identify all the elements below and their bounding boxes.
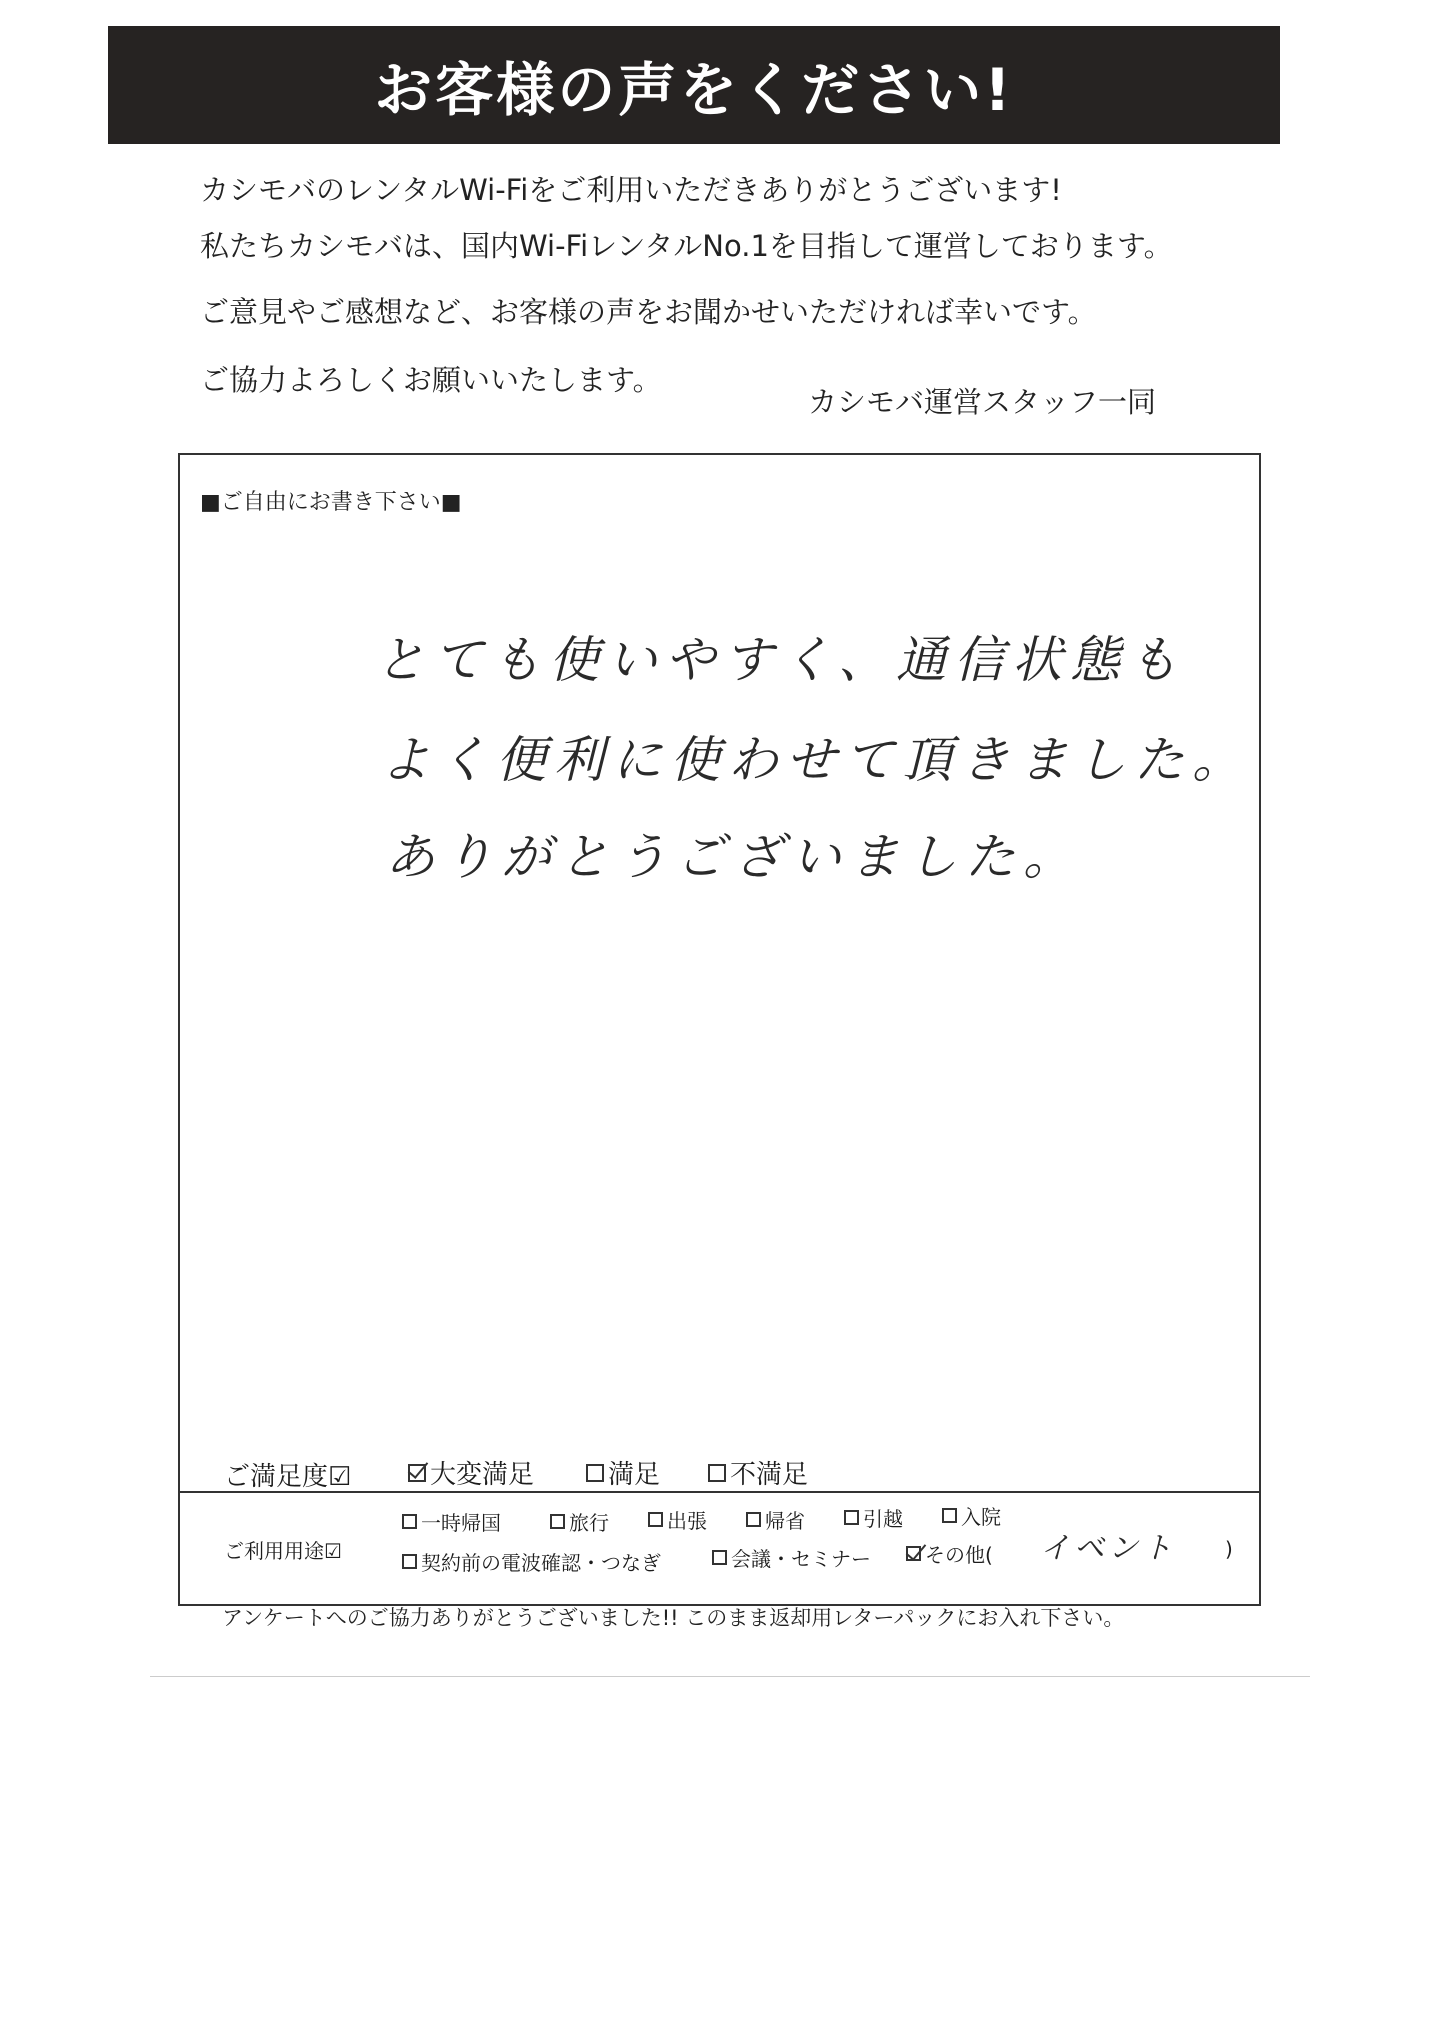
other-usage-handwritten: イベント [1040, 1531, 1176, 1566]
intro-line-1: カシモバのレンタルWi-Fiをご利用いただきありがとうございます! [200, 173, 1062, 207]
paren-close: ) [1225, 1537, 1233, 1561]
checkbox-checked-icon[interactable] [906, 1546, 921, 1561]
option-label: 引越 [863, 1507, 903, 1531]
header-band [108, 26, 1280, 144]
option-label: その他( [925, 1543, 993, 1567]
usage-row [180, 1495, 1259, 1605]
intro-line-4: ご協力よろしくお願いいたします。 [200, 363, 662, 397]
intro-line-3: ご意見やご感想など、お客様の声をお聞かせいただければ幸いです。 [200, 295, 1097, 329]
survey-form [178, 453, 1261, 1606]
checkbox-icon[interactable] [402, 1554, 417, 1569]
option-label: 契約前の電波確認・つなぎ [421, 1551, 661, 1575]
usage-option-hospital[interactable] [942, 1501, 1001, 1530]
usage-label: ご利用用途☑ [224, 1539, 342, 1563]
checkbox-icon[interactable] [712, 1550, 727, 1565]
usage-option-homecoming[interactable] [746, 1505, 805, 1534]
option-label: 旅行 [569, 1511, 609, 1535]
usage-option-pre-contract-check[interactable] [402, 1547, 661, 1576]
checkbox-icon[interactable] [648, 1512, 663, 1527]
checkbox-icon[interactable] [708, 1464, 726, 1482]
option-label: 一時帰国 [421, 1511, 501, 1535]
page-title: お客様の声をください! [374, 56, 1014, 124]
footer-note: アンケートへのご協力ありがとうございました!! このまま返却用レターパックにお入れ下さい。 [222, 1606, 1125, 1630]
bottom-rule [150, 1676, 1310, 1677]
usage-option-travel[interactable] [550, 1507, 609, 1536]
handwritten-line-3: ありがとうございました。 [385, 828, 1081, 886]
usage-option-moving[interactable] [844, 1503, 903, 1532]
usage-option-business-trip[interactable] [648, 1505, 707, 1534]
checkbox-icon[interactable] [586, 1464, 604, 1482]
option-label: 大変満足 [430, 1460, 535, 1490]
divider [180, 1491, 1259, 1493]
intro-line-2: 私たちカシモバは、国内Wi-FiレンタルNo.1を目指して運営しております。 [200, 229, 1173, 263]
satisfaction-option-very-satisfied[interactable] [408, 1454, 534, 1491]
checkbox-icon[interactable] [844, 1510, 859, 1525]
handwritten-line-2: よく便利に使わせて頂きました。 [380, 731, 1250, 789]
satisfaction-option-satisfied[interactable] [586, 1454, 660, 1491]
checkbox-icon[interactable] [942, 1508, 957, 1523]
handwritten-line-1: とても使いやすく、通信状態も [375, 631, 1186, 689]
usage-option-other[interactable] [906, 1539, 993, 1568]
option-label: 帰省 [765, 1509, 805, 1533]
signature: カシモバ運営スタッフ一同 [808, 385, 1157, 419]
checkbox-icon[interactable] [402, 1514, 417, 1529]
checkbox-icon[interactable] [550, 1514, 565, 1529]
option-label: 満足 [608, 1460, 661, 1490]
usage-option-temporary-return[interactable] [402, 1507, 501, 1536]
option-label: 入院 [961, 1505, 1001, 1529]
free-comment-label: ■ご自由にお書き下さい■ [200, 490, 462, 515]
option-label: 不満足 [730, 1460, 809, 1490]
usage-option-meeting-seminar[interactable] [712, 1543, 871, 1572]
satisfaction-label: ご満足度☑ [224, 1462, 352, 1492]
option-label: 出張 [667, 1509, 707, 1533]
checkbox-checked-icon[interactable] [408, 1464, 426, 1482]
option-label: 会議・セミナー [731, 1547, 871, 1571]
satisfaction-option-dissatisfied[interactable] [708, 1454, 808, 1491]
checkbox-icon[interactable] [746, 1512, 761, 1527]
